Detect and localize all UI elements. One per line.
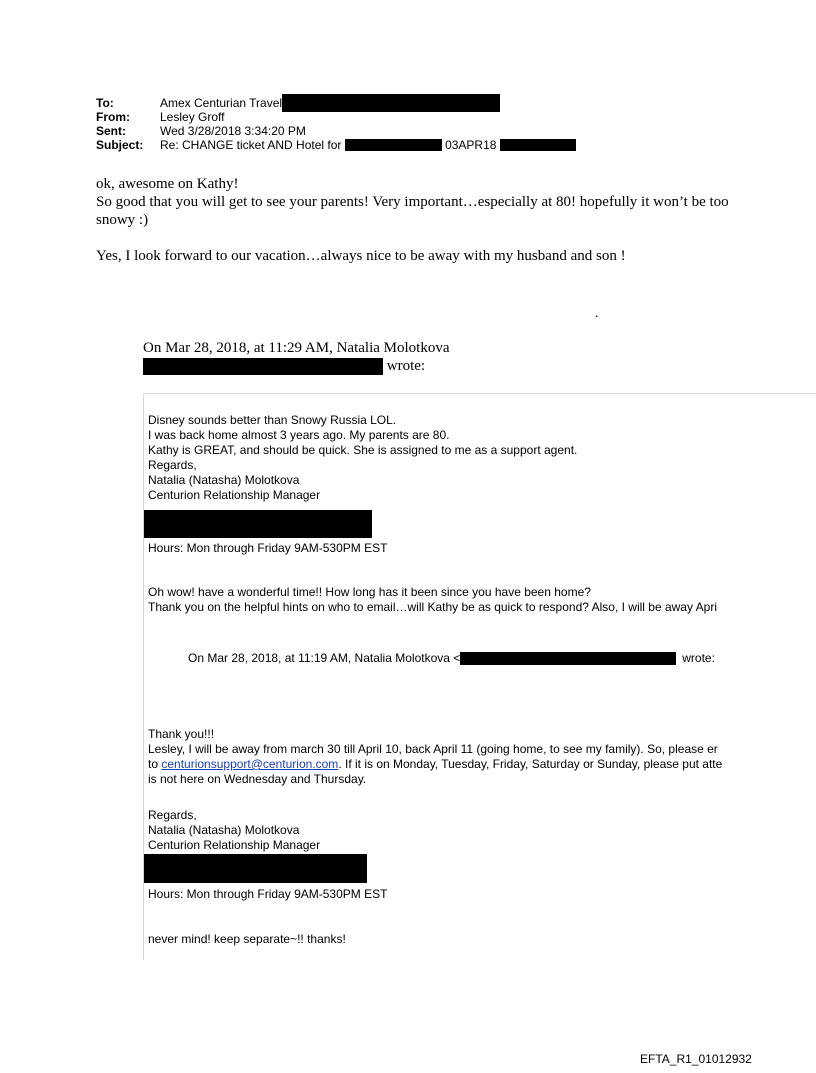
quote-header bbox=[143, 339, 643, 375]
quote-line: I was back home almost 3 years ago. My parents are 80. bbox=[148, 428, 450, 442]
subject-value bbox=[160, 138, 576, 152]
from-label: From: bbox=[96, 110, 130, 124]
never-mind-line: never mind! keep separate~!! thanks! bbox=[148, 932, 346, 946]
redaction-bar bbox=[282, 94, 500, 112]
quote-line: Lesley, I will be away from march 30 till April 10, back April 11 (going home, to see my family). So, please er bbox=[148, 742, 718, 756]
sent-label: Sent: bbox=[96, 124, 126, 138]
nested-header bbox=[188, 651, 715, 666]
hours-line: Hours: Mon through Friday 9AM-530PM EST bbox=[148, 887, 388, 901]
subject-code: 03APR18 bbox=[445, 138, 497, 152]
subject-label: Subject: bbox=[96, 138, 144, 152]
to-word: to bbox=[148, 757, 159, 771]
quote-line: Thank you!!! bbox=[148, 727, 215, 741]
redaction-bar bbox=[460, 652, 676, 665]
from-value: Lesley Groff bbox=[160, 110, 225, 124]
to-label: To: bbox=[96, 96, 114, 110]
quote-header-line: On Mar 28, 2018, at 11:29 AM, Natalia Molotkova bbox=[143, 340, 450, 356]
quote-line: Centurion Relationship Manager bbox=[148, 838, 321, 852]
quote-line bbox=[148, 757, 722, 772]
quote-line: Centurion Relationship Manager bbox=[148, 488, 321, 502]
quote-line: is not here on Wednesday and Thursday. bbox=[148, 772, 367, 786]
redaction-bar bbox=[345, 139, 442, 151]
quote-header-wrote-row bbox=[143, 357, 643, 375]
support-email-link[interactable]: centurionsupport@centurion.com bbox=[161, 757, 339, 771]
quote-line: Regards, bbox=[148, 458, 197, 472]
quote-line: Natalia (Natasha) Molotkova bbox=[148, 823, 300, 837]
signature-block bbox=[148, 808, 320, 853]
document-id: EFTA_R1_01012932 bbox=[640, 1052, 752, 1066]
sent-value: Wed 3/28/2018 3:34:20 PM bbox=[160, 124, 306, 138]
body-line: So good that you will get to see your parents! Very important…especially at 80! hopefully it won’t be too snowy :) bbox=[96, 194, 729, 228]
nested-wrote: wrote: bbox=[682, 651, 715, 665]
redaction-bar bbox=[144, 510, 372, 538]
subject-prefix: Re: CHANGE ticket AND Hotel for bbox=[160, 138, 342, 152]
quote-line: Disney sounds better than Snowy Russia LOL. bbox=[148, 413, 397, 427]
quote-line: Thank you on the helpful hints on who to email…will Kathy be as quick to respond? Also, I will be away Apri bbox=[148, 600, 717, 614]
quote-lines-a bbox=[148, 413, 577, 503]
hours-line: Hours: Mon through Friday 9AM-530PM EST bbox=[148, 541, 388, 555]
redaction-bar bbox=[144, 854, 367, 883]
body-line: ok, awesome on Kathy! bbox=[96, 176, 239, 192]
stray-mark: . bbox=[595, 306, 599, 321]
thanks-block bbox=[148, 727, 722, 787]
quote-wrote: wrote: bbox=[386, 358, 426, 374]
quote-line: Regards, bbox=[148, 808, 197, 822]
email-body bbox=[96, 175, 736, 265]
monday-text: . If it is on Monday, Tuesday, Friday, Saturday or Sunday, please put atte bbox=[338, 757, 723, 771]
quoted-message bbox=[143, 393, 816, 960]
quote-line: Natalia (Natasha) Molotkova bbox=[148, 473, 300, 487]
quote-lines-b bbox=[148, 585, 717, 615]
body-line: Yes, I look forward to our vacation…always nice to be away with my husband and son ! bbox=[96, 248, 626, 264]
redaction-bar bbox=[143, 358, 383, 375]
redaction-bar bbox=[500, 139, 576, 151]
to-name: Amex Centurian Travel bbox=[160, 96, 283, 110]
quote-line: Kathy is GREAT, and should be quick. She is assigned to me as a support agent. bbox=[148, 443, 578, 457]
quote-line: Oh wow! have a wonderful time!! How long has it been since you have been home? bbox=[148, 585, 591, 599]
nested-header-text: On Mar 28, 2018, at 11:19 AM, Natalia Molotkova < bbox=[188, 651, 461, 665]
